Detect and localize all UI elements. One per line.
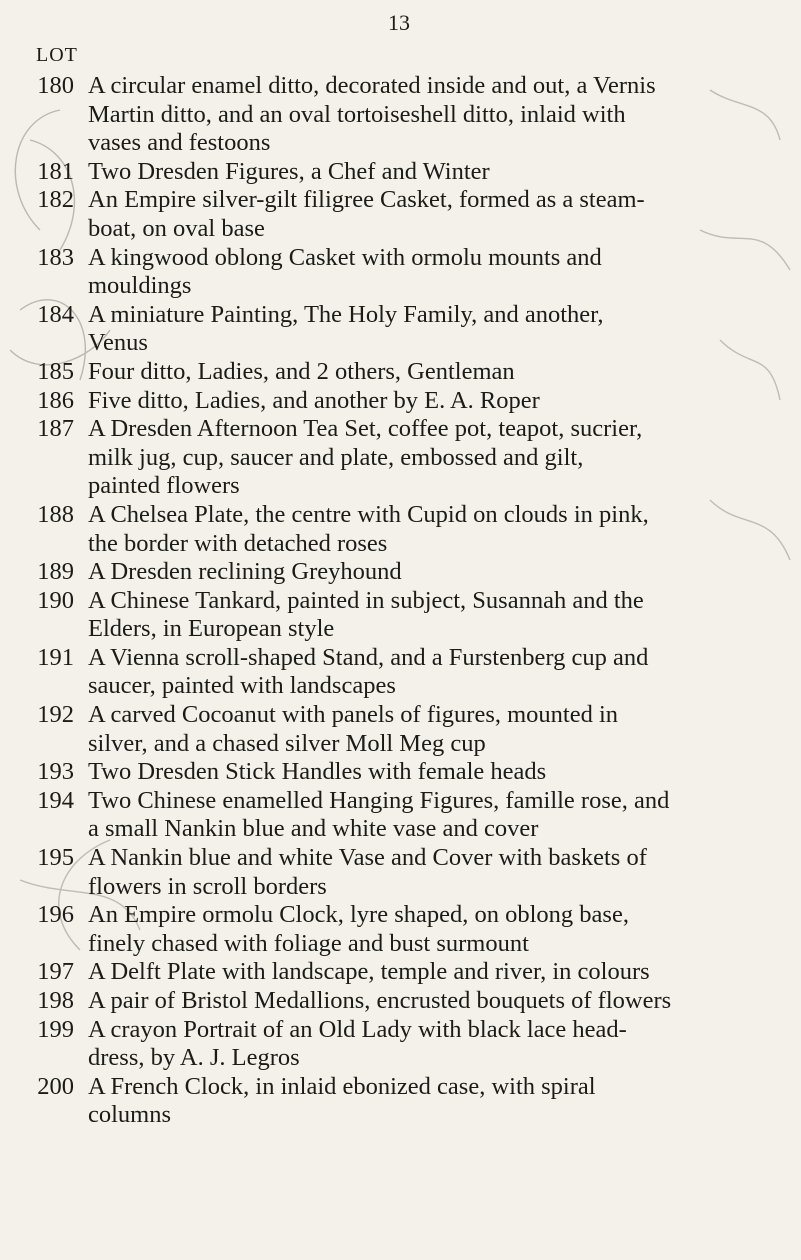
lot-description: A pair of Bristol Medallions, encrusted bouquets of flowers (88, 987, 672, 1014)
lot-entry (0, 587, 801, 644)
lot-entry (0, 501, 801, 558)
lot-entry (0, 701, 801, 758)
lot-description: A miniature Painting, The Holy Family, and another, Venus (88, 300, 604, 357)
lot-description: A kingwood oblong Casket with ormolu mounts and mouldings (88, 243, 602, 300)
lot-description: A Delft Plate with landscape, temple and river, in colours (88, 958, 650, 986)
lot-number: 198 (37, 987, 74, 1014)
lot-entry (0, 186, 801, 243)
lot-number: 182 (37, 186, 74, 214)
lot-entry (0, 758, 801, 787)
lot-number: 193 (37, 758, 74, 786)
lot-description: A French Clock, in inlaid ebonized case, with spiral columns (88, 1072, 596, 1129)
lot-number: 191 (37, 643, 74, 671)
lot-number: 185 (37, 357, 74, 385)
lot-entry (0, 844, 801, 901)
lot-description: A Nankin blue and white Vase and Cover with baskets of flowers in scroll borders (88, 844, 647, 900)
lot-number: 199 (37, 1015, 74, 1043)
lot-entry (0, 244, 801, 301)
lot-description: Two Dresden Stick Handles with female heads (88, 758, 547, 786)
lot-number: 192 (37, 701, 74, 729)
lot-description: An Empire ormolu Clock, lyre shaped, on oblong base, finely chased with foliage and bust surmount (88, 901, 629, 957)
lot-entry (0, 72, 801, 158)
lot-description: A crayon Portrait of an Old Lady with black lace head- dress, by A. J. Legros (88, 1015, 627, 1072)
lot-number: 197 (37, 958, 74, 986)
lot-entry (0, 358, 801, 387)
lot-number: 195 (37, 844, 74, 872)
lot-column-header: LOT (36, 44, 78, 66)
lot-number: 180 (37, 72, 74, 99)
lot-entry (0, 644, 801, 701)
lot-description: Five ditto, Ladies, and another by E. A. Roper (88, 386, 540, 414)
lot-number: 186 (37, 386, 74, 414)
lot-entry (0, 958, 801, 987)
lot-number: 194 (37, 786, 74, 814)
lot-entry (0, 1073, 801, 1130)
lot-description: Two Dresden Figures, a Chef and Winter (88, 157, 490, 185)
lot-description: An Empire silver-gilt filigree Casket, formed as a steam- boat, on oval base (88, 186, 645, 242)
lot-description: A Chinese Tankard, painted in subject, Susannah and the Elders, in European style (88, 586, 644, 643)
lot-number: 190 (37, 586, 74, 614)
lot-entry (0, 901, 801, 958)
catalogue-listing (0, 72, 801, 1130)
lot-number: 189 (37, 558, 74, 586)
lot-description: A Chelsea Plate, the centre with Cupid on clouds in pink, the border with detached roses (88, 500, 649, 557)
lot-entry (0, 415, 801, 501)
lot-entry (0, 387, 801, 416)
lot-description: A Dresden reclining Greyhound (88, 558, 402, 586)
lot-entry (0, 301, 801, 358)
lot-number: 187 (37, 415, 74, 443)
page-number: 13 (388, 10, 410, 35)
lot-entry (0, 987, 801, 1016)
lot-description: A carved Cocoanut with panels of figures, mounted in silver, and a chased silver Moll Meg cup (88, 701, 619, 757)
lot-entry (0, 558, 801, 587)
lot-number: 200 (37, 1072, 74, 1100)
lot-description: A Dresden Afternoon Tea Set, coffee pot, teapot, sucrier, milk jug, cup, saucer and plate, embossed and gilt, painted flowers (88, 415, 643, 500)
lot-number: 181 (37, 157, 74, 185)
lot-number: 188 (37, 500, 74, 528)
lot-entry (0, 1016, 801, 1073)
lot-number: 196 (37, 901, 74, 929)
lot-number: 183 (37, 243, 74, 271)
lot-description: A circular enamel ditto, decorated inside and out, a Vernis Martin ditto, and an oval tortoiseshell ditto, inlaid with vases and festoons (88, 72, 656, 157)
lot-description: Four ditto, Ladies, and 2 others, Gentleman (88, 357, 515, 385)
lot-entry (0, 787, 801, 844)
lot-description: A Vienna scroll-shaped Stand, and a Furstenberg cup and saucer, painted with landscapes (88, 643, 649, 700)
lot-description: Two Chinese enamelled Hanging Figures, famille rose, and a small Nankin blue and white vase and cover (88, 786, 670, 843)
lot-entry (0, 158, 801, 187)
lot-number: 184 (37, 300, 74, 328)
